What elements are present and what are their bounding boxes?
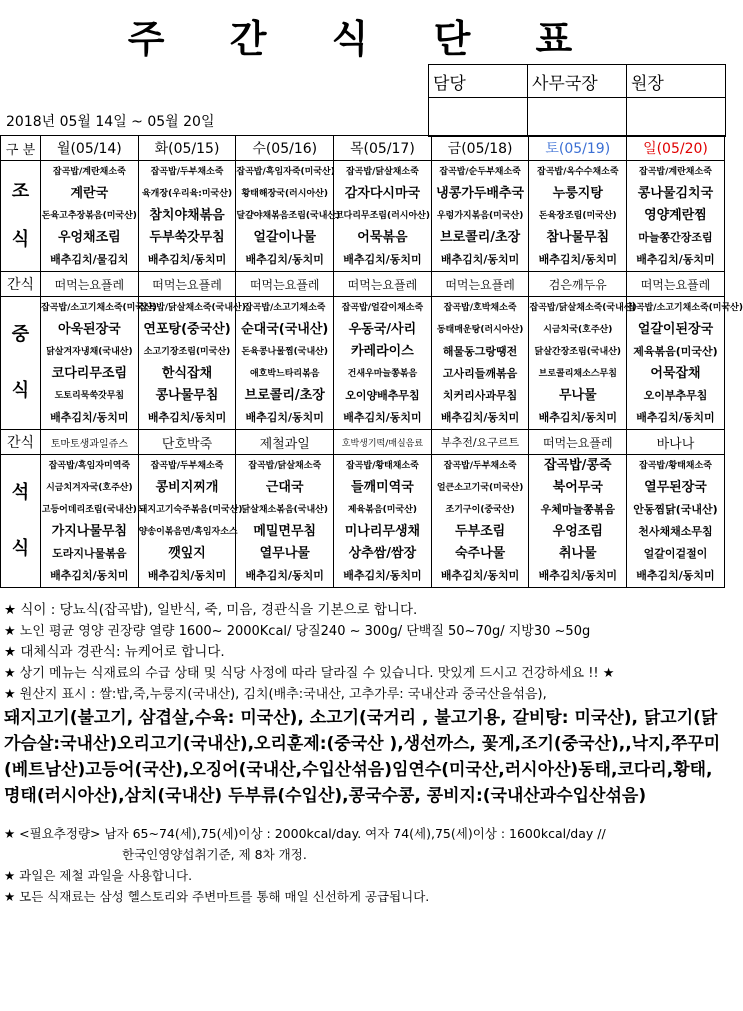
snack-cell: 부추전/요구르트 bbox=[431, 430, 529, 455]
approval-staff: 담당 bbox=[429, 65, 528, 98]
menu-item: 코다리무조림(러시아산) bbox=[334, 211, 430, 221]
menu-item: 고사리들깨볶음 bbox=[442, 367, 518, 380]
sign-cell bbox=[429, 98, 528, 137]
meal-label-char: 석 bbox=[11, 482, 30, 504]
note-supply: ★ 모든 식재료는 삼성 헬스토리와 주변마트를 통해 매일 신선하게 공급됩니다. bbox=[4, 889, 430, 904]
note-diet: ★ 식이 : 당뇨식(잡곡밥), 일반식, 죽, 미음, 경관식을 기본으로 합니다. bbox=[4, 602, 418, 618]
dinner-cell bbox=[627, 455, 725, 588]
menu-item: 무나물 bbox=[558, 388, 597, 403]
menu-item: 잡곡밥/콩죽 bbox=[544, 458, 612, 473]
approval-manager: 사무국장 bbox=[528, 65, 627, 98]
note-requirements-source: 한국인영양섭취기준, 제 8차 개정. bbox=[122, 847, 307, 862]
menu-item: 배추김치/동치미 bbox=[440, 253, 520, 266]
snack-cell: 떠먹는요플레 bbox=[236, 272, 334, 297]
breakfast-cell bbox=[41, 161, 139, 272]
menu-item: 아욱된장국 bbox=[57, 322, 121, 337]
menu-item: 배추김치/동치미 bbox=[538, 569, 617, 582]
meal-label-breakfast bbox=[1, 161, 41, 272]
menu-item: 숙주나물 bbox=[454, 546, 506, 561]
meal-label-char: 조 bbox=[11, 181, 30, 203]
dinner-cell bbox=[41, 455, 139, 588]
menu-item: 잡곡밥/소고기채소죽 bbox=[243, 303, 326, 313]
menu-item: 오이부추무침 bbox=[643, 389, 708, 402]
menu-item: 열무나물 bbox=[259, 546, 310, 561]
menu-item: 잡곡밥/순두부채소죽 bbox=[439, 167, 521, 177]
snack-cell: 떠먹는요플레 bbox=[627, 272, 725, 297]
menu-item: 콩나물김치국 bbox=[637, 186, 714, 201]
note-origin: ★ 원산지 표시 : 쌀:밥,죽,누룽지(국내산), 김치(배추:국내산, 고추가루: 국내산과 중국산을섞음), bbox=[4, 687, 547, 702]
snack-label: 간식 bbox=[1, 430, 41, 455]
menu-item: 배추김치/동치미 bbox=[440, 569, 520, 582]
menu-item: 잡곡밥/얼갈이채소죽 bbox=[341, 303, 424, 313]
menu-item: 우엉조림 bbox=[552, 524, 603, 539]
menu-item: 마늘쫑간장조림 bbox=[638, 231, 713, 244]
menu-item: 조기구이(중국산) bbox=[445, 505, 515, 515]
menu-item: 시금치겨자국(호주산) bbox=[46, 483, 133, 493]
menu-item: 잡곡밥/황태채소죽 bbox=[345, 461, 419, 471]
menu-item: 계란국 bbox=[70, 186, 109, 201]
menu-item: 잡곡밥/두부채소죽 bbox=[150, 167, 224, 177]
day-header: 수(05/16) bbox=[236, 136, 334, 161]
menu-item: 열무된장국 bbox=[644, 480, 707, 495]
approval-director: 원장 bbox=[627, 65, 726, 98]
menu-item: 북어무국 bbox=[552, 480, 603, 495]
note-substitute: ★ 대체식과 경관식: 뉴케어로 합니다. bbox=[4, 644, 225, 660]
menu-item: 브로콜리/초장 bbox=[440, 230, 521, 245]
menu-item: 천사채채소무침 bbox=[638, 525, 713, 538]
menu-item: 양송이볶음면/흑임자소스 bbox=[138, 527, 238, 537]
menu-item: 황태해장국(러시아산) bbox=[241, 189, 328, 199]
menu-item: 배추김치/동치미 bbox=[343, 569, 422, 582]
menu-item: 달걀야채볶음조림(국내산) bbox=[236, 211, 341, 221]
menu-item: 잡곡밥/소고기채소죽(미국산) bbox=[627, 303, 743, 313]
menu-item: 잡곡밥/닭살채소죽(국내산) bbox=[138, 303, 246, 313]
menu-item: 육개장(우리육:미국산) bbox=[141, 189, 233, 199]
menu-item: 돈육장조림(미국산) bbox=[538, 211, 617, 221]
header-corner: 구 분 bbox=[1, 136, 41, 161]
snack-cell: 단호박죽 bbox=[138, 430, 236, 455]
menu-item: 닭살간장조림(국내산) bbox=[534, 347, 622, 357]
menu-item: 동태매운탕(러시아산) bbox=[436, 325, 524, 335]
snack-cell: 호박생기떡/매실음료 bbox=[334, 430, 432, 455]
menu-item: 들깨미역국 bbox=[351, 480, 414, 495]
dinner-cell bbox=[431, 455, 529, 588]
lunch-cell bbox=[334, 297, 432, 430]
breakfast-cell bbox=[236, 161, 341, 272]
menu-table bbox=[0, 135, 743, 588]
day-header: 목(05/17) bbox=[334, 136, 432, 161]
menu-item: 잡곡밥/계란채소죽 bbox=[639, 167, 712, 177]
menu-item: 취나물 bbox=[558, 546, 597, 561]
menu-item: 잡곡밥/흑임자죽(미국산) bbox=[236, 167, 335, 177]
menu-item: 배추김치/동치미 bbox=[245, 569, 324, 582]
menu-item: 미나리무생채 bbox=[344, 524, 421, 539]
dinner-cell bbox=[529, 455, 627, 588]
snack-cell: 떠먹는요플레 bbox=[431, 272, 529, 297]
snack-cell: 떠먹는요플레 bbox=[334, 272, 432, 297]
snack-cell: 검은깨두유 bbox=[529, 272, 627, 297]
menu-item: 어묵잡채 bbox=[650, 366, 701, 381]
menu-item: 제육볶음(미국산) bbox=[633, 345, 718, 358]
day-header: 금(05/18) bbox=[431, 136, 529, 161]
menu-item: 참치야채볶음 bbox=[149, 208, 225, 223]
menu-item: 깻잎지 bbox=[168, 546, 206, 561]
menu-item: 치커리사과무침 bbox=[442, 389, 518, 402]
menu-item: 해물동그랑땡전 bbox=[442, 345, 518, 358]
menu-item: 오이양배추무침 bbox=[345, 389, 420, 402]
menu-item: 두부조림 bbox=[454, 524, 506, 539]
menu-item: 메밀면무침 bbox=[253, 524, 317, 539]
day-header-sunday: 일(05/20) bbox=[627, 136, 725, 161]
snack-label: 간식 bbox=[1, 272, 41, 297]
menu-item: 얼갈이겉절이 bbox=[643, 547, 708, 560]
note-fruit: ★ 과일은 제철 과일을 사용합니다. bbox=[4, 868, 193, 883]
breakfast-cell bbox=[627, 161, 725, 272]
menu-item: 배추김치/물김치 bbox=[50, 253, 129, 266]
day-header: 월(05/14) bbox=[41, 136, 139, 161]
menu-item: 돈육고추장볶음(미국산) bbox=[41, 211, 137, 221]
menu-item: 어묵볶음 bbox=[357, 230, 408, 245]
notes-section bbox=[4, 600, 722, 907]
lunch-cell bbox=[627, 297, 743, 430]
origin-detail: 돼지고기(불고기, 삼겹살,수육: 미국산), 소고기(국거리 , 불고기용, 갈비탕: 미국산), 닭고기(닭가슴살:국내산)오리고기(국내산),오리훈제:(중국산 ),생선까스, 꽃게,조기(중국산),,낙지,쭈꾸미(베트남산)고등어(국산),오징어(국내산,수입산섞음)임연수(미국산,러시아산)동태,코다리,황태,명태(러시아산),삼치(국내산) 두부류(수입산),콩국수콩, 콩비지:(국내산과수입산섞음) bbox=[4, 708, 721, 806]
menu-item: 얼큰소고기국(미국산) bbox=[436, 483, 524, 493]
menu-item: 잡곡밥/닭살채소죽(국내산) bbox=[529, 303, 637, 313]
menu-item: 콩나물무침 bbox=[155, 388, 219, 403]
breakfast-cell bbox=[334, 161, 432, 272]
menu-item: 잡곡밥/닭살채소죽 bbox=[345, 167, 419, 177]
menu-item: 브로콜리/초장 bbox=[244, 388, 325, 403]
menu-item: 우동국/사리 bbox=[348, 322, 417, 337]
meal-label-char: 중 bbox=[11, 324, 30, 346]
menu-item: 우체마늘쫑볶음 bbox=[540, 503, 615, 516]
menu-item: 배추김치/동치미 bbox=[147, 253, 227, 266]
lunch-row bbox=[1, 297, 725, 430]
menu-item: 건새우마늘쫑볶음 bbox=[347, 369, 418, 379]
menu-item: 배추김치/동치미 bbox=[343, 411, 422, 424]
menu-item: 잡곡밥/옥수수채소죽 bbox=[537, 167, 619, 177]
snack-cell: 떠먹는요플레 bbox=[529, 430, 627, 455]
menu-item: 배추김치/동치미 bbox=[538, 411, 617, 424]
menu-item: 상추쌈/쌈장 bbox=[348, 546, 417, 561]
menu-item: 코다리무조림 bbox=[51, 366, 128, 381]
menu-item: 배추김치/동치미 bbox=[538, 253, 617, 266]
menu-item: 배추김치/동치미 bbox=[245, 411, 324, 424]
menu-item: 순대국(국내산) bbox=[241, 322, 329, 337]
date-range: 2018년 05월 14일 ~ 05월 20일 bbox=[6, 114, 215, 130]
menu-item: 도라지나물볶음 bbox=[52, 547, 127, 560]
menu-item: 잡곡밥/흑임자미역죽 bbox=[48, 461, 131, 471]
menu-item: 시금치국(호주산) bbox=[543, 325, 613, 335]
menu-item: 콩비지찌개 bbox=[155, 480, 219, 495]
menu-item: 우엉채조림 bbox=[57, 230, 121, 245]
menu-item: 가지나물무침 bbox=[51, 524, 128, 539]
lunch-cell bbox=[138, 297, 246, 430]
menu-item: 닭살채소볶음(국내산) bbox=[241, 505, 328, 515]
menu-item: 배추김치/동치미 bbox=[147, 411, 227, 424]
dinner-cell bbox=[138, 455, 243, 588]
meal-label-char: 식 bbox=[11, 229, 30, 250]
menu-item: 닭살겨자냉채(국내산) bbox=[46, 347, 133, 357]
dinner-cell bbox=[236, 455, 334, 588]
menu-item: 배추김치/동치미 bbox=[245, 253, 324, 266]
snack-cell: 떠먹는요플레 bbox=[41, 272, 139, 297]
breakfast-cell bbox=[529, 161, 627, 272]
lunch-cell bbox=[431, 297, 529, 430]
snack-cell: 토마토생과일쥬스 bbox=[41, 430, 139, 455]
lunch-cell bbox=[236, 297, 334, 430]
snack-row-afternoon bbox=[1, 430, 725, 455]
note-menu-change: ★ 상기 메뉴는 식재료의 수급 상태 및 식당 사정에 따라 달라질 수 있습니다. 맛있게 드시고 건강하세요 !! ★ bbox=[4, 666, 615, 681]
menu-item: 참나물무침 bbox=[546, 230, 610, 245]
menu-item: 우렁가지볶음(미국산) bbox=[436, 211, 524, 221]
menu-item: 한식잡채 bbox=[161, 366, 213, 381]
menu-item: 잡곡밥/두부채소죽 bbox=[443, 461, 517, 471]
note-nutrition: ★ 노인 평균 영양 권장량 열량 1600~ 2000Kcal/ 당질240 ~ 300g/ 단백질 50~70g/ 지방30 ~50g bbox=[4, 624, 591, 639]
lunch-cell bbox=[529, 297, 637, 430]
dinner-row bbox=[1, 455, 725, 588]
menu-item: 도토리묵쑥갓무침 bbox=[54, 391, 125, 401]
note-requirements: ★ <필요추정량> 남자 65~74(세),75(세)이상 : 2000kcal/day. 여자 74(세),75(세)이상 : 1600kcal/day // bbox=[4, 826, 606, 841]
menu-item: 누룽지탕 bbox=[552, 186, 603, 201]
menu-item: 잡곡밥/소고기채소죽(미국산) bbox=[41, 303, 157, 313]
snack-cell: 바나나 bbox=[627, 430, 725, 455]
menu-item: 감자다시마국 bbox=[344, 186, 421, 201]
menu-item: 고등어데리조림(국내산) bbox=[41, 505, 137, 515]
menu-item: 배추김치/동치미 bbox=[50, 569, 129, 582]
meal-label-lunch bbox=[1, 297, 41, 430]
breakfast-row bbox=[1, 161, 725, 272]
day-header: 화(05/15) bbox=[138, 136, 236, 161]
menu-item: 배추김치/동치미 bbox=[636, 253, 715, 266]
meal-label-char: 식 bbox=[11, 380, 30, 401]
menu-item: 배추김치/동치미 bbox=[636, 569, 715, 582]
menu-item: 근대국 bbox=[265, 480, 304, 495]
menu-item: 배추김치/동치미 bbox=[440, 411, 520, 424]
sign-cell bbox=[627, 98, 726, 137]
dinner-cell bbox=[334, 455, 432, 588]
menu-item: 냉콩가두배추국 bbox=[436, 186, 525, 201]
menu-item: 돼지고기숙주볶음(미국산) bbox=[138, 505, 243, 515]
approval-box bbox=[428, 64, 726, 137]
menu-item: 얼갈이된장국 bbox=[637, 322, 714, 337]
snack-cell: 제철과일 bbox=[236, 430, 334, 455]
menu-item: 잡곡밥/닭살채소죽 bbox=[248, 461, 322, 471]
meal-label-char: 식 bbox=[11, 538, 30, 559]
day-header-saturday: 토(05/19) bbox=[529, 136, 627, 161]
menu-item: 안동찜닭(국내산) bbox=[633, 503, 718, 516]
menu-item: 영양계란찜 bbox=[644, 208, 707, 223]
menu-item: 잡곡밥/황태채소죽 bbox=[639, 461, 712, 471]
snack-row-morning bbox=[1, 272, 725, 297]
page-title: 주 간 식 단 표 bbox=[127, 17, 599, 61]
menu-item: 연포탕(중국산) bbox=[143, 322, 231, 337]
meal-label-dinner bbox=[1, 455, 41, 588]
menu-item: 잡곡밥/두부채소죽 bbox=[150, 461, 224, 471]
menu-item: 돈육콩나물찜(국내산) bbox=[241, 347, 328, 357]
menu-item: 잡곡밥/계란채소죽 bbox=[52, 167, 126, 177]
menu-item: 브로콜리채소스무침 bbox=[538, 369, 617, 379]
header-row bbox=[1, 136, 725, 161]
menu-item: 애호박느타리볶음 bbox=[249, 369, 320, 379]
menu-item: 소고기장조림(미국산) bbox=[143, 347, 231, 357]
sign-cell bbox=[528, 98, 627, 137]
menu-item: 제육볶음(미국산) bbox=[347, 505, 417, 515]
menu-item: 얼갈이나물 bbox=[253, 230, 317, 245]
menu-item: 잡곡밥/호박채소죽 bbox=[443, 303, 517, 313]
breakfast-cell bbox=[138, 161, 236, 272]
lunch-cell bbox=[41, 297, 157, 430]
menu-item: 배추김치/동치미 bbox=[636, 411, 715, 424]
menu-item: 카레라이스 bbox=[351, 344, 414, 359]
snack-cell: 떠먹는요플레 bbox=[138, 272, 236, 297]
menu-item: 배추김치/동치미 bbox=[343, 253, 422, 266]
menu-item: 배추김치/동치미 bbox=[50, 411, 129, 424]
menu-item: 두부쑥갓무침 bbox=[149, 230, 225, 245]
menu-item: 배추김치/동치미 bbox=[147, 569, 227, 582]
breakfast-cell bbox=[431, 161, 529, 272]
